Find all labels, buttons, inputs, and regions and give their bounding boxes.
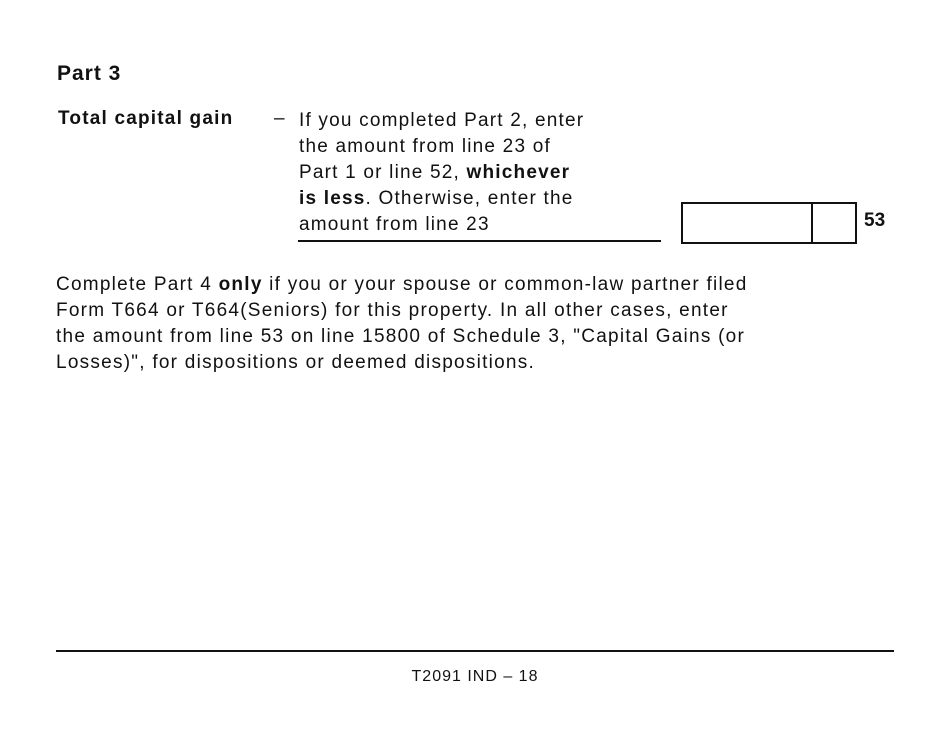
instruction-line-5: amount from line 23 xyxy=(299,214,490,235)
note-line-1-end: if you or your spouse or common-law partner filed xyxy=(262,274,748,295)
part-4-note xyxy=(56,272,896,376)
note-line-2: Form T664 or T664(Seniors) for this property. In all other cases, enter xyxy=(56,300,729,321)
instruction-underline xyxy=(298,240,661,242)
instruction-emphasis-is-less: is less xyxy=(299,188,366,209)
instruction-line-4 xyxy=(299,186,659,212)
instruction-line-3 xyxy=(299,160,659,186)
instruction-emphasis-whichever: whichever xyxy=(466,162,571,183)
line-53-amount-field[interactable] xyxy=(681,202,857,244)
instruction-line-3-text: Part 1 or line 52, xyxy=(299,162,467,183)
label-dash: – xyxy=(274,108,285,129)
part-title: Part 3 xyxy=(57,62,122,85)
note-line-1 xyxy=(56,272,896,298)
note-line-3: the amount from line 53 on line 15800 of Schedule 3, "Capital Gains (or xyxy=(56,326,746,347)
instruction-line-4-text: . Otherwise, enter the xyxy=(365,188,574,209)
instruction-line-2: the amount from line 23 of xyxy=(299,136,551,157)
note-line-1-start: Complete Part 4 xyxy=(56,274,219,295)
instruction-line-1: If you completed Part 2, enter xyxy=(299,110,585,131)
line-number-53: 53 xyxy=(864,210,886,231)
total-capital-gain-label: Total capital gain xyxy=(58,108,234,129)
line-53-cents-field[interactable] xyxy=(813,204,855,242)
page-footer: T2091 IND – 18 xyxy=(411,668,539,685)
note-emphasis-only: only xyxy=(218,274,263,295)
note-line-4: Losses)", for dispositions or deemed dispositions. xyxy=(56,352,536,373)
total-capital-gain-instructions xyxy=(299,108,659,238)
footer-divider xyxy=(56,650,894,652)
line-53-dollars-field[interactable] xyxy=(683,204,813,242)
